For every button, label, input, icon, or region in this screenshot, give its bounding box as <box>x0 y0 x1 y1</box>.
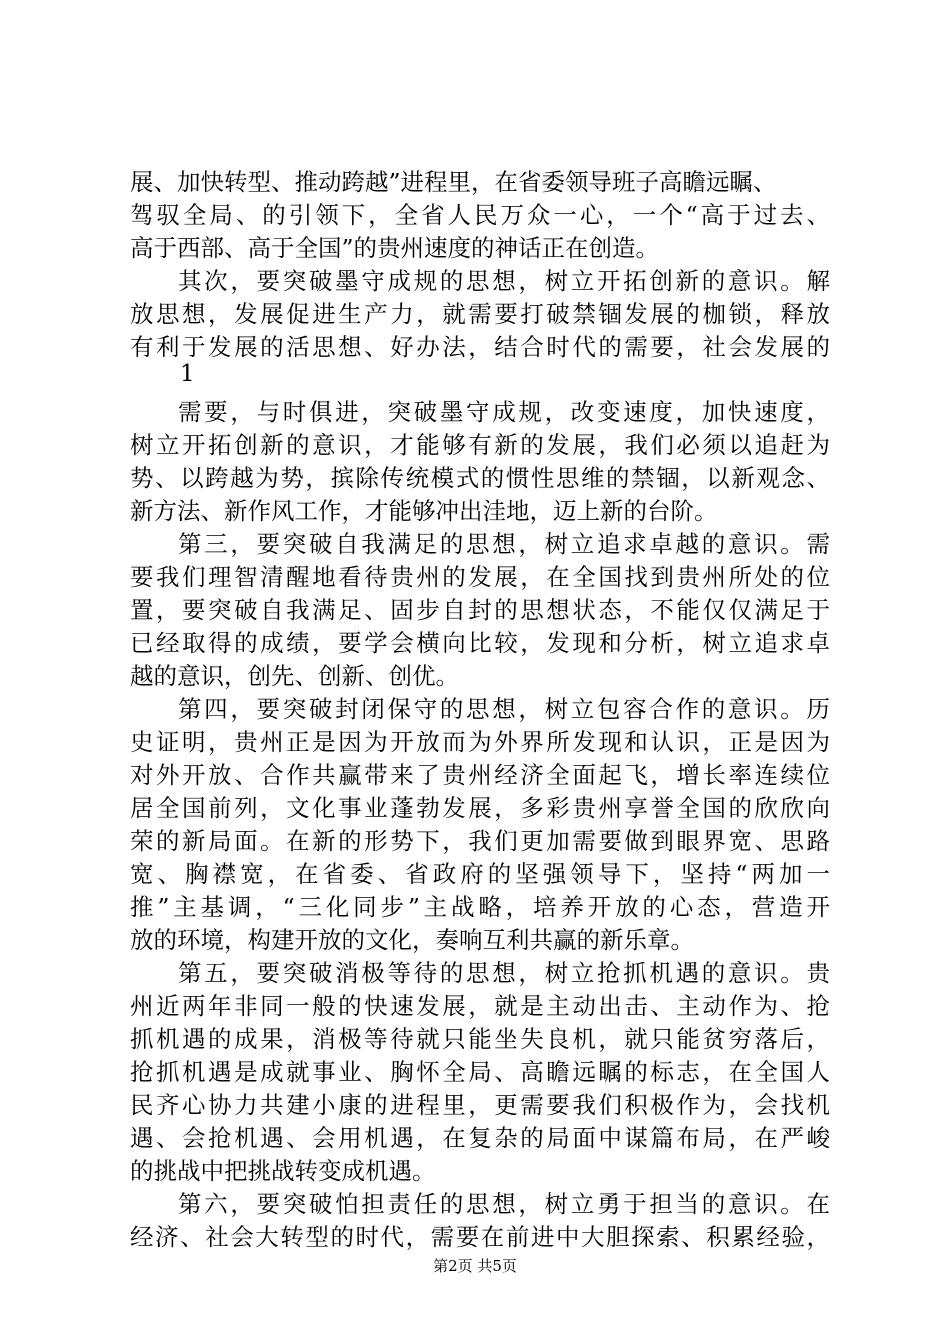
body-line-32: 经济、社会大转型的时代，需要在前进中大胆探索、积累经验， <box>130 1223 830 1251</box>
body-line-27: 抢抓机遇是成就事业、胸怀全局、高瞻远瞩的标志，在全国人 <box>130 1058 830 1086</box>
body-line-25: 州近两年非同一般的快速发展，就是主动出击、主动作为、抢 <box>130 992 830 1020</box>
body-line-8: 树立开拓创新的意识，才能够有新的发展，我们必须以追赶为 <box>130 431 830 459</box>
page-footer: 第2页 共5页 <box>433 1257 517 1275</box>
body-line-20: 荣的新局面。在新的形势下，我们更加需要做到眼界宽、思路 <box>130 827 830 855</box>
body-line-12: 要我们理智清醒地看待贵州的发展，在全国找到贵州所处的位 <box>130 563 830 591</box>
body-line-16: 第四，要突破封闭保守的思想，树立包容合作的意识。历 <box>178 695 830 723</box>
body-line-29: 遇、会抢机遇、会用机遇，在复杂的局面中谋篇布局，在严峻 <box>130 1124 830 1152</box>
body-line-9: 势、以跨越为势，摈除传统模式的惯性思维的禁锢，以新观念、 <box>130 464 830 492</box>
body-line-19: 居全国前列，文化事业蓬勃发展，多彩贵州享誉全国的欣欣向 <box>130 794 830 822</box>
body-line-3: 高于西部、高于全国”的贵州速度的神话正在创造。 <box>130 234 660 262</box>
body-line-15: 越的意识，创先、创新、创优。 <box>130 662 459 690</box>
body-line-23: 放的环境，构建开放的文化，奏响互利共赢的新乐章。 <box>130 926 694 954</box>
inline-page-number: 1 <box>180 361 195 387</box>
body-line-11: 第三，要突破自我满足的思想，树立追求卓越的意识。需 <box>178 530 830 558</box>
body-line-2: 驾驭全局、的引领下，全省人民万众一心，一个“高于过去、 <box>130 201 830 229</box>
body-line-26: 抓机遇的成果，消极等待就只能坐失良机，就只能贫穷落后， <box>130 1025 830 1053</box>
body-line-6: 有利于发展的活思想、好办法，结合时代的需要，社会发展的 <box>130 333 830 361</box>
body-line-5: 放思想，发展促进生产力，就需要打破禁锢发展的枷锁，释放 <box>130 300 830 328</box>
body-line-30: 的挑战中把挑战转变成机遇。 <box>130 1157 436 1185</box>
body-line-17: 史证明，贵州正是因为开放而为外界所发现和认识，正是因为 <box>130 728 830 756</box>
body-line-4: 其次，要突破墨守成规的思想，树立开拓创新的意识。解 <box>178 267 830 295</box>
body-line-18: 对外开放、合作共赢带来了贵州经济全面起飞，增长率连续位 <box>130 761 830 789</box>
body-line-24: 第五，要突破消极等待的思想，树立抢抓机遇的意识。贵 <box>178 959 830 987</box>
body-line-21: 宽、胸襟宽，在省委、省政府的坚强领导下，坚持“两加一 <box>130 860 830 888</box>
body-line-13: 置，要突破自我满足、固步自封的思想状态，不能仅仅满足于 <box>130 596 830 624</box>
body-line-31: 第六，要突破怕担责任的思想，树立勇于担当的意识。在 <box>178 1190 830 1218</box>
body-line-1: 展、加快转型、推动跨越”进程里，在省委领导班子高瞻远瞩、 <box>130 168 777 196</box>
body-line-14: 已经取得的成绩，要学会横向比较，发现和分析，树立追求卓 <box>130 629 830 657</box>
body-line-22: 推”主基调，“三化同步”主战略，培养开放的心态，营造开 <box>130 893 830 921</box>
body-line-10: 新方法、新作风工作，才能够冲出洼地，迈上新的台阶。 <box>130 497 718 525</box>
body-line-7: 需要，与时俱进，突破墨守成规，改变速度，加快速度， <box>178 398 830 426</box>
body-line-28: 民齐心协力共建小康的进程里，更需要我们积极作为，会找机 <box>130 1091 830 1119</box>
